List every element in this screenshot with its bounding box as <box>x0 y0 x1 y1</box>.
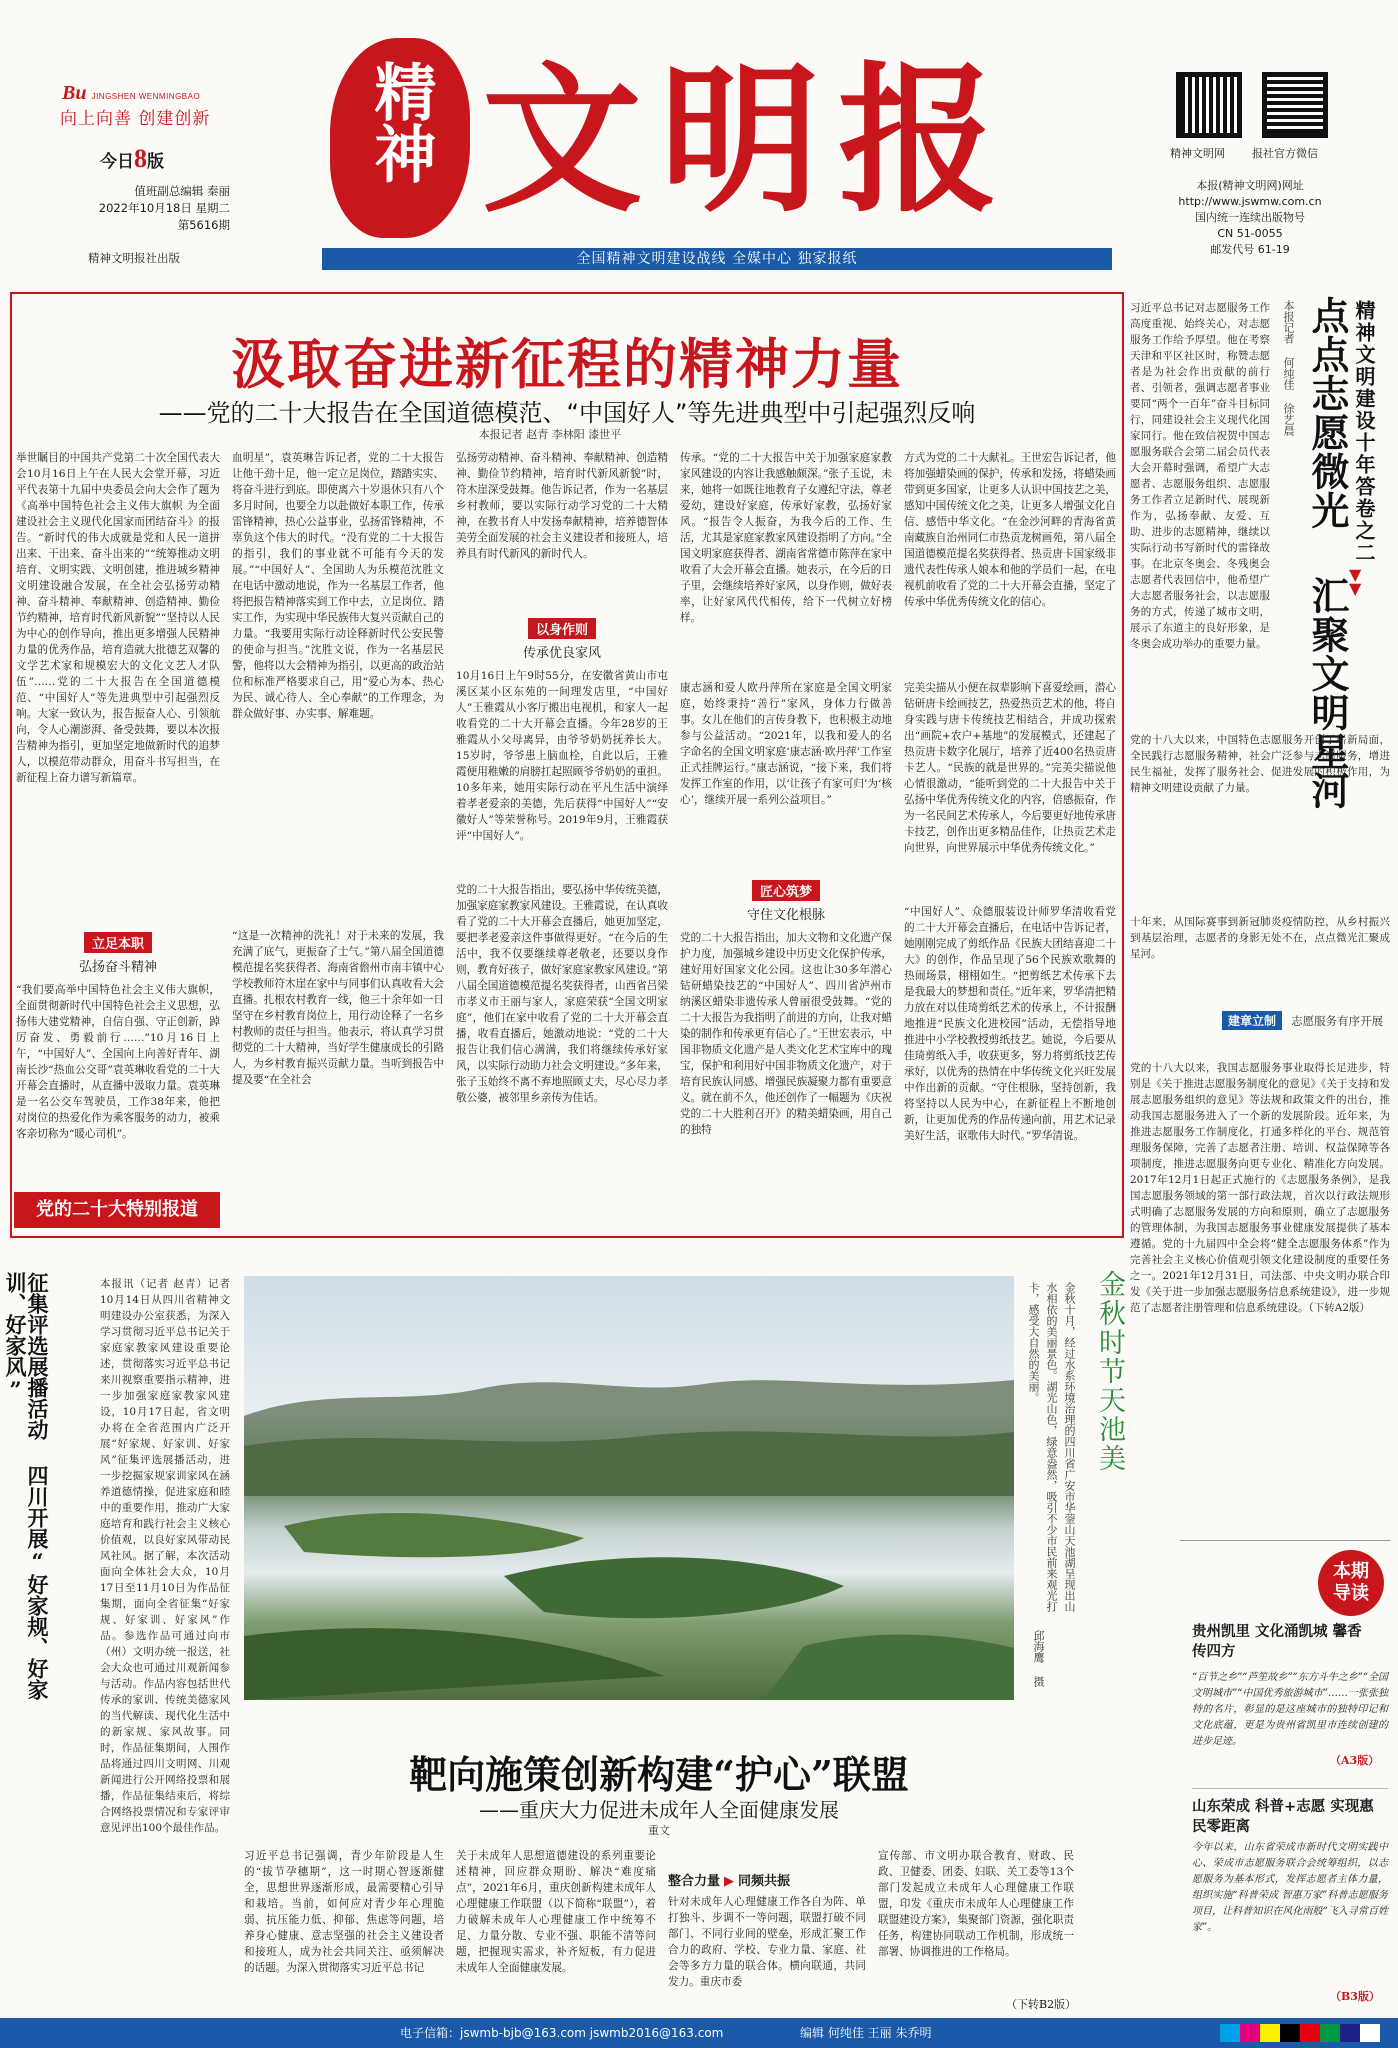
right-p1: 习近平总书记对志愿服务工作高度重视、始终关心，对志愿服务工作给予厚望。他在考察天津和平区社区时，称赞志愿者是为社会作出贡献的前行者、引领者，强调志愿者事业要同“两个一百年”奋斗目标同行，同建设社会主义现代化国家同行。他在致信祝贺中国志愿服务联合会第二届会员代表大会开幕时强调，希望广大志愿者、志愿服务组织、志愿服务工作者立足新时代、展现新作为，弘扬奉献、友爱、互助、进步的志愿精神，继续以实际行动书写新时代的雷锋故事。在北京冬奥会、冬残奥会志愿者代表回信中，他希望广大志愿者服务社会，以志愿服务的方式，传递了城市文明，展示了东道主的良好形象，是冬奥会成功举办的重要力量。 <box>1130 302 1270 650</box>
qr2-label: 报社官方微信 <box>1252 147 1318 160</box>
bottom-subhead: 整合力量 ▶ 同频共振 <box>668 1874 791 1889</box>
headline-col1b: “我们要高举中国特色社会主义伟大旗帜，全面贯彻新时代中国特色社会主义思想，弘扬伟大建党精神，自信自强、守正创新，踔厉奋发、勇毅前行……”10月16日上午，“中国好人”、全国向上向善好青年、湖南长沙“热血公交哥”袁英琳收看党的二十大开幕会直播时，从直播中汲取力量。袁英琳是一名公交车驾驶员，工作38年来，他把对岗位的热爱化作为乘客服务的动力，被乘客亲切称为“暖心司机”。 <box>16 984 220 1140</box>
lake-photo-scene <box>244 1276 1014 1700</box>
bottom-byline: 重文 <box>648 1824 670 1837</box>
qr1-label: 精神文明网 <box>1170 147 1225 160</box>
secondary-text: 本报讯（记者 赵青）记者10月14日从四川省精神文明建设办公室获悉，为深入学习贯彻习近平总书记关于家庭家教家风建设重要论述，贯彻落实习近平总书记来川视察重要指示精神，进一步加强家庭家教家风建设，10月17日起，省文明办将在全省范围内广泛开展“好家规、好家训、好家风”征集评选展播活动，进一步挖掘家规家训家风在涵养道德情操，促进家庭和睦中的重要作用，推动广大家庭培育和践行社会主义核心价值观，以良好家风带动民风社风。据了解，本次活动面向全体社会大众，10月17日至11月10日为作品征集期，面向全省征集“好家规、好家训、好家风”作品。参选作品可通过向市（州）文明办统一报送，社会大众也可通过川观新闻参与活动。作品内容包括世代传承的家训、传统美德家风的当代解读、现代化生活中的新家规、家风故事。同时，作品征集期间，人围作品将通过四川文明网、川观新闻进行公开网络投票和展播，作品征集结束后，将综合网络投票情况和专家评审意见评出100个最佳作品。 <box>100 1278 230 1834</box>
headline-col1: 举世瞩目的中国共产党第二十次全国代表大会10月16日上午在人民大会堂开幕，习近平代表第十九届中央委员会向大会作了题为《高举中国特色社会主义伟大旗帜 为全面建设社会主义现代化国家而团结奋斗》的报告。“新时代的伟大成就是党和人民一道拼出来、干出来、奋斗出来的”“统筹推动文明培育、文明实践、文明创建，推进城乡精神文明建设融合发展，在全社会弘扬劳动精神、奋斗精神、奉献精神、创造精神、勤俭节约精神，培育时代新风新貌”“坚持以人民为中心的创作导向，推出更多增强人民精神力量的优秀作品，培育造就大批德艺双馨的文学艺术家和规模宏大的文化文艺人才队伍”……党的二十大报告在全国道德模范、“中国好人”等先进典型中引起强烈反响。大家一致认为，报告振奋人心、引领航向，令人心潮澎湃、备受鼓舞，要以本次报告精神为指引，更加坚定地做新时代的追梦人，以模范带动群众，用奋斗书写担当，在新征程上奋力谱写新篇章。 <box>16 452 220 784</box>
headline-subtitle: ——党的二十大报告在全国道德模范、“中国好人”等先进典型中引起强烈反响 <box>158 399 976 427</box>
bottom-col1: 习近平总书记强调，青少年阶段是人生的“拔节孕穗期”，这一时期心智逐渐健全，思想世界逐渐形成，最需要精心引导和栽培。当前，如何应对青少年心理脆弱、抗压能力低、抑郁、焦虑等问题，培养身心健康、意志坚强的社会主义建设者和接班人，成为社会共同关注、亟须解决的话题。为深入贯彻落实习近平总书记 <box>244 1850 444 1974</box>
right-series-arrows: ▼ ▼ <box>1349 565 1362 598</box>
publisher: 精神文明报社出版 <box>88 251 180 265</box>
masthead <box>0 0 1398 270</box>
masthead-banner: 全国精神文明建设战线 全媒中心 独家报纸 <box>322 248 1112 270</box>
right-p3: 十年来，从国际赛事到新冠肺炎疫情防控，从乡村振兴到基层治理，志愿者的身影无处不在，点点微光汇聚成星河。 <box>1130 916 1390 960</box>
right-series-title: 精神文明建设十年答卷之二 <box>1352 300 1376 564</box>
headline-col5c: “中国好人”、众德服装设计师罗华清收看党的二十大开幕会直播后，在电话中告诉记者，她刚刚完成了剪纸作品《民族大团结喜迎二十大》的创作，作品呈现了56个民族欢歌舞的热闹场景，栩栩如生。“把剪纸艺术传承下去是我最大的梦想和责任。”近年来，罗华清把精力放在对以佳琦剪纸艺术的传承上，不计报酬地推进“民族文化进校园”活动，无偿指导地推进中小学校教授剪纸技艺。她说，今后要从佳琦剪纸入手，收获更多，努力将剪纸技艺传承好，以优秀的热情在中华传统文化兴旺发展中作出新的贡献。“守住根脉，坚持创新，我将坚持以人民为中心，在新征程上不断地创新，让更加优秀的作品传递向前，用艺术记录美好生活，讴歌伟大时代。”罗华清说。 <box>904 906 1116 1142</box>
headline-col4: 传承。“党的二十大报告中关于加强家庭家教家风建设的内容让我感触颇深。”张子玉说，未来，她将一如既往地教育子女遵纪守法，尊老爱幼，建设好家庭，传承好家教，弘扬好家风。“报告令人振奋，为我今后的工作、生活，尤其是家庭家教家风建设指明了方向。”全国文明家庭获得者、湖南省常德市陈萍在家中收看了大会开幕会直播。她表示，在今后的日子里，会继续培养好家风，以身作则，做好表率，让好家风代代相传，给下一代树立好榜样。 <box>680 452 892 624</box>
bottom-col4: 宣传部、市文明办联合教育、财政、民政、卫健委、团委、妇联、关工委等13个部门发起成立未成年人心理健康工作联盟，印发《重庆市未成年人心理健康工作联盟建设方案》，集聚部门资源，强化职责任务，构建协同联动工作机制，形成统一部署、协调推进的工作格局。 <box>878 1850 1074 1958</box>
headline-col4b: 康志涵和爱人欧丹萍所在家庭是全国文明家庭，始终秉持“善行”家风，身体力行做善事。女儿在他们的言传身教下，也积极主动地参与公益活动。“2021年，以我和爱人的名字命名的全国文明家庭‘康志涵·欧丹萍’工作室正式挂牌运行。”康志涵说，“接下来，我们将发挥工作室的作用，以‘让孩子有家可归’为‘核心’，继续开展一系列公益项目。” <box>680 682 892 806</box>
brand-logo: Bu JINGSHEN WENMINGBAO <box>62 82 201 104</box>
guide-badge: 本期 导读 <box>1318 1550 1384 1616</box>
guide-item1-title[interactable]: 贵州凯里 文化涌凯城 馨香传四方 <box>1192 1624 1362 1660</box>
qr-code-website[interactable] <box>1176 72 1242 138</box>
subhead-jiang-xin-zhu-meng: 匠心筑梦 守住文化根脉 <box>680 880 892 923</box>
headline-col3b: 10月16日上午9时55分，在安徽省黄山市屯溪区某小区东苑的一间理发店里，“中国好人”王雅霞从小客厅搬出电视机，和家人一起收看党的二十大开幕会直播。今年28岁的王雅霞从小父母离异，由爷爷奶奶抚养长大。15岁时，爷爷患上脑血栓，自此以后，王雅霞便用稚嫩的肩膀扛起照顾爷爷奶奶的重担。10多年来，她用实际行动在平凡生活中演绎着孝老爱亲的美德，先后获得“中国好人”“安徽好人”等荣誉称号。2019年9月，王雅霞获评“中国好人”。 <box>456 670 668 842</box>
bottom-continue-note[interactable]: （下转B2版） <box>1006 1998 1077 2011</box>
headline-byline: 本报记者 赵青 李林阳 漆世平 <box>478 428 622 441</box>
bottom-title[interactable]: 靶向施策创新构建“护心”联盟 <box>409 1752 909 1797</box>
qr-code-wechat[interactable] <box>1262 72 1328 138</box>
slogan: 向上向善 创建创新 <box>60 109 211 129</box>
right-p2: 党的十八大以来，中国特色志愿服务开创了崭新局面，全民践行志愿服务精神，社会广泛参与志愿服务，增进民生福祉，发挥了服务社会、促进发展的积极作用，为精神文明建设贡献了力量。 <box>1130 734 1390 794</box>
guide-item2-text: 今年以来，山东省荣成市新时代文明实践中心、荣成市志愿服务联合会统筹组织，以志愿服务为基本形式，发挥志愿者主体力量，组织实施“科普荣成 智惠万家”科普志愿服务项目，让科普知识在风化雨般“飞入寻常百姓家”。 <box>1192 1842 1388 1933</box>
guide-item1-text: “百节之乡”“芦笙故乡”“东方斗牛之乡”“全国文明城市”“中国优秀旅游城市”……一张张独特的名片，彰显的是这座城市的独特印记和文化底蕴，更是为贵州省凯里市连续创建的进步足迹。 <box>1192 1672 1388 1747</box>
headline-col5: 方式为党的二十大献礼。王世宏告诉记者，他将加强蜡染画的保护，传承和发扬，将蜡染画带到更多国家，让更多人认识中国技艺之美，感知中国传统文化之美，让更多人增强文化自信、感悟中华文化。“在金沙河畔的青海省黄南藏族自治州同仁市热贡龙树画苑，第八届全国道德模范提名奖获得者、热贡唐卡国家级非遗代表性传承人娘本和他的学员们一起，在电视机前收看了党的二十大开幕会直播，坚定了传承中华优秀传统文化的信心。 <box>904 452 1116 608</box>
today-pages: 今日8版 <box>100 144 164 173</box>
headline-col2b: “这是一次精神的洗礼！对于未来的发展，我充满了底气，更振奋了士气。”第八届全国道德模范提名奖获得者、海南省儋州市南丰镇中心学校教师符木崖在家中与同事们认真收看大会直播。扎根农村教育一线，他三十余年如一日坚守在乡村教育岗位上，用行动诠释了一名乡村教师的责任与担当。他表示，将认真学习贯彻党的二十大精神，当好学生健康成长的引路人，为乡村教育振兴贡献力量。当听到报告中提及要“在全社会 <box>232 930 444 1086</box>
guide-item1-page[interactable]: （A3版） <box>1330 1754 1380 1767</box>
edition-info: 值班副总编辑 秦丽 2022年10月18日 星期二 第5616期 <box>98 184 230 232</box>
subhead-li-zu-ben-zhi: 立足本职 弘扬奋斗精神 <box>16 932 220 975</box>
right-subhead: 建章立制 志愿服务有序开展 <box>1222 1010 1383 1030</box>
guide-item2-title[interactable]: 山东荣成 科普+志愿 实现惠民零距离 <box>1192 1788 1388 1837</box>
photo-title[interactable]: 金秋时节天池美 <box>1094 1270 1125 1473</box>
headline-col2: 血明星”，袁英琳告诉记者，党的二十大报告让他干劲十足，他一定立足岗位，踏踏实实、将奋斗进行到底。即使离六十岁退休只有八个多月时间，也要全力以赴做好本职工作，传承雷锋精神，热心公益事业，弘扬雷锋精神，不辜负这个伟大的时代。“没有党的二十大报告的指引，我们的事业就不可能有今天的发展。”“中国好人”、全国助人为乐模范沈胜文在电话中激动地说，作为一名基层工作者，他将把报告精神落实到工作中去，立足岗位、踏实工作，为实现中华民族伟大复兴贡献自己的力量。“我要用实际行动诠释新时代公安民警的使命与担当。”沈胜文说，作为一名基层民警，他将以大会精神为指引，以更高的政治站位和标准严格要求自己，用“爱心为本、热心为民、诚心待人、全心奉献”的工作理念，为群众做好事、办实事、解难题。 <box>232 452 444 720</box>
right-p4: 党的十八大以来，我国志愿服务事业取得长足进步，特别是《关于推进志愿服务制度化的意见》《关于支持和发展志愿服务组织的意见》等法规和政策文件的出台，推动我国志愿服务进入了一个新的发展阶段。近年来，为推进志愿服务工作制度化，打通多样化的平台、规范管理服务保障，完善了志愿者注册、培训、权益保障等各项制度，推进志愿服务向更专业化、精准化方向发展。2017年12月1日起正式施行的《志愿服务条例》，是我国志愿服务领域的第一部行政法规，首次以行政法规形式明确了志愿服务发展的方向和原则，确立了志愿服务的管理体制，为我国志愿服务事业健康发展提供了基本遵循。党的十九届四中全会将“健全志愿服务体系”作为完善社会主义核心价值观引领文化建设制度的重要任务之一。2021年12月31日，司法部、中央文明办联合印发《关于进一步加强志愿服务信息系统建设》，进一步规范了志愿者注册管理和信息系统建设。（下转A2版） <box>1130 1062 1390 1314</box>
headline-title[interactable]: 汲取奋进新征程的精神力量 <box>231 332 903 396</box>
headline-col4c: 党的二十大报告指出，加大文物和文化遗产保护力度，加强城乡建设中历史文化保护传承，建好用好国家文化公园。这也让30多年潜心钻研蜡染技艺的“中国好人”、四川省泸州市纳溪区蜡染非遗传承人曾丽很受鼓舞。“党的二十大报告为我指明了前进的方向，让我对蜡染的制作和传承更有信心了。”王世宏表示，中国非物质文化遗产是人类文化艺术宝库中的瑰宝，保护和利用好中国非物质文化遗产，对于培育民族认同感、增强民族凝聚力都有重要意义。就在前不久，他还创作了一幅题为《庆祝党的二十大胜利召开》的精美蜡染画，用自己的独特 <box>680 932 892 1136</box>
color-registration-strip <box>1220 2024 1380 2042</box>
subhead-yi-shen-zuo-ze: 以身作则 传承优良家风 <box>456 618 668 661</box>
secondary-title[interactable]: 征集评选展播活动 四川开展“好家规、好家训、好家风” <box>3 1272 50 1700</box>
bottom-col2: 关于未成年人思想道德建设的系列重要论述精神，回应群众期盼、解决“难度痛点”，2021年6月，重庆创新构建未成年人心理健康工作联盟（以下简称“联盟”），着力破解未成年人心理健康工作中统筹不足、力量分散、专业不强、职能不清等问题，把握现实需求，补齐短板，有力促进未成年人全面健康发展。 <box>456 1850 656 1974</box>
bottom-col3: 针对未成年人心理健康工作各自为阵、单打独斗、步调不一等问题，联盟打破不同部门、不同行业间的壁垒，形成汇聚工作合力的政府、学校、专业力量、家庭、社会等多方力量的联合体。横向联通，共同发力。重庆市委 <box>668 1896 866 1988</box>
right-byline: 本报记者 何纯佳 徐艺晨 <box>1282 300 1295 436</box>
newspaper-title-small: 精神 <box>364 60 437 184</box>
secondary-text-continued <box>6 1708 232 1994</box>
footer-editors: 编辑 何纯佳 王丽 朱乔明 <box>800 2026 932 2040</box>
headline-col5b: 完美尖描从小便在叔辈影响下喜爱绘画，潜心钻研唐卡绘画技艺，热爱热贡艺术的他，将自身实践与唐卡传统技艺相结合，并成功探索出“画院+农户+基地”的发展模式，还建起了热贡唐卡数字化展厅，培养了近400名热贡唐卡艺人。“民族的就是世界的。”完美尖描说他心情很激动，“能听到党的二十大报告中关于弘扬中华优秀传统文化的内容，倍感振奋，作为一名民间艺术传承人，今后要更好地传承唐卡技艺，创作出更多精品佳作，让热贡艺术走向世界，向世界展示中华优秀传统文化。” <box>904 682 1116 854</box>
headline-col3: 弘扬劳动精神、奋斗精神、奉献精神、创造精神、勤俭节约精神，培育时代新风新貌”时，符木崖深受鼓舞。他告诉记者，作为一名基层乡村教师，要以实际行动学习党的二十大精神，在教书育人中发扬奉献精神，培养德智体美劳全面发展的社会主义建设者和接班人，培养具有时代新风的新时代人。 <box>456 452 668 560</box>
lake-photo[interactable] <box>244 1276 1014 1700</box>
special-report-badge[interactable]: 党的二十大特别报道 <box>14 1192 220 1228</box>
footer-mail[interactable]: 电子信箱：jswmb-bjb@163.com jswmb2016@163.com <box>400 2026 724 2040</box>
right-main-title[interactable]: 点点志愿微光 汇聚文明星河 <box>1305 296 1350 810</box>
bottom-subtitle: ——重庆大力促进未成年人全面健康发展 <box>479 1798 839 1822</box>
brand-en: JINGSHEN WENMINGBAO <box>91 92 201 101</box>
headline-col3c: 党的二十大报告指出，要弘扬中华传统美德，加强家庭家教家风建设。王雅霞说，在认真收看了党的二十大开幕会直播后，她更加坚定，要把孝老爱亲这件事做得更好。“在今后的生活中，我不仅要继续尊老敬老，还要以身作则，教育好孩子，做好家庭家教家风建设。”第八届全国道德模范提名奖获得者，山西省吕梁市孝义市王丽与家人，家庭荣获“全国文明家庭”，他们在家中收看了党的二十大开幕会直播，收看直播后，她激动地说：“党的二十大报告让我们信心满满，我们将继续传承好家风，以实际行动助力社会文明建设。”多年来，张子玉始终不离不弃地照顾丈夫，尽心尽力孝敬公婆，被邻里乡亲传为佳话。 <box>456 884 668 1104</box>
newspaper-title: 文明报 <box>482 46 1017 234</box>
guide-item2-page[interactable]: （B3版） <box>1330 1990 1380 2003</box>
publication-info: 本报(精神文明网)网址 http://www.jswmw.com.cn 国内统一连续出版物号 CN 51-0055 邮发代号 61-19 <box>1178 179 1322 256</box>
photo-caption: 金秋十月，经过水系环境治理的四川省广安市华蓥山天池湖呈现出山水相依的美丽景色。湖光山色，绿意盎然，吸引不少市民前来观光打卡，感受大自然的美丽。 <box>1027 1282 1076 1612</box>
photo-credit: 邱海鹰 摄 <box>1032 1630 1045 1687</box>
